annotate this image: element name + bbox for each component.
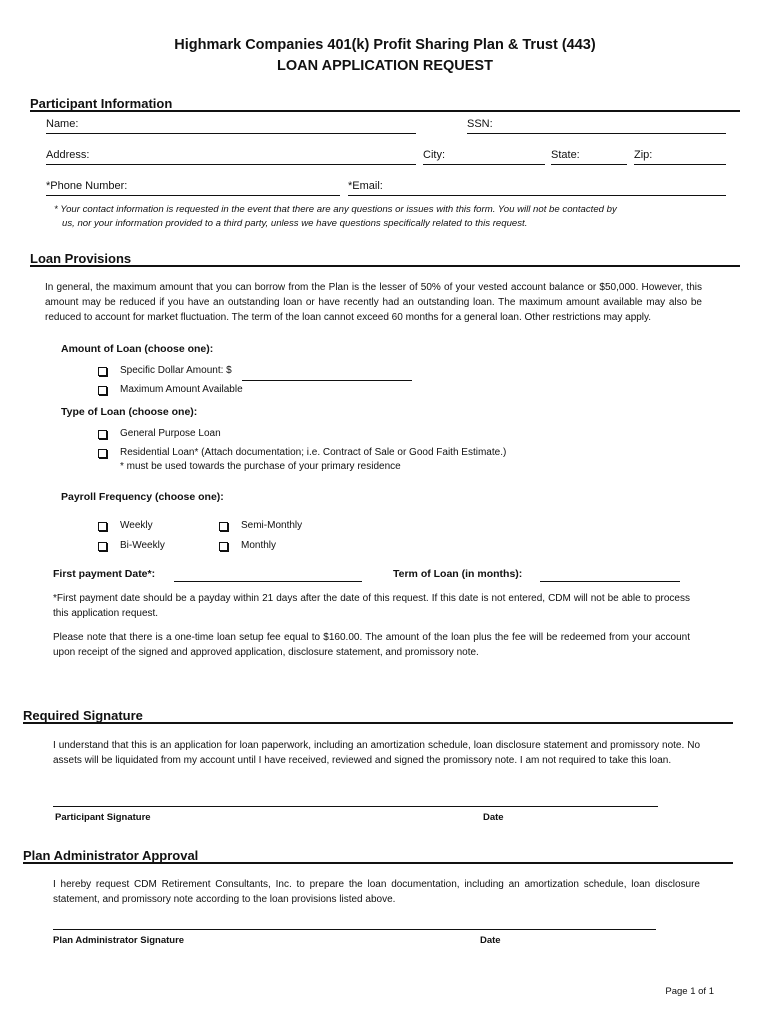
address-label: Address: [46, 149, 90, 161]
monthly-checkbox[interactable] [219, 542, 228, 551]
phone-field[interactable] [46, 195, 340, 196]
loan-intro-paragraph: In general, the maximum amount that you can borrow from the Plan is the lesser of 50% of your vested account balance or $50,000. However, this amount may be reduced if you have an outstanding loan or have recently had an outstanding loan. The maximum amount available may also be reduced to account for market fluctuation. The term of the loan cannot exceed 60 months for a general loan. Other restrictions may apply. [45, 282, 702, 323]
zip-label: Zip: [634, 149, 653, 161]
type-heading: Type of Loan (choose one): [61, 406, 198, 418]
loan-provisions-heading: Loan Provisions [30, 251, 132, 266]
semimonthly-label: Semi-Monthly [241, 520, 303, 531]
monthly-label: Monthly [241, 540, 277, 551]
semimonthly-checkbox[interactable] [219, 522, 228, 531]
term-field[interactable] [540, 581, 680, 582]
city-label: City: [423, 149, 445, 161]
signature-statement: I understand that this is an application for loan paperwork, including an amortization schedule, loan disclosure statement and promissory note. No assets will be liquidated from my account until I have received, reviewed and signed the promissory note. I am not required to take this loan. [53, 740, 700, 766]
ssn-label: SSN: [467, 118, 493, 130]
participant-signature-label: Participant Signature [55, 812, 151, 823]
page-number: Page 1 of 1 [665, 986, 714, 997]
specific-amount-label: Specific Dollar Amount: $ [120, 365, 232, 376]
zip-field[interactable] [634, 164, 726, 165]
admin-statement: I hereby request CDM Retirement Consultants, Inc. to prepare the loan documentation, including an amortization schedule, loan disclosure statement, and promissory note according to the loan provisions listed above. [53, 879, 700, 905]
address-field[interactable] [46, 164, 416, 165]
state-field[interactable] [551, 164, 627, 165]
payroll-heading: Payroll Frequency (choose one): [61, 491, 224, 503]
email-field[interactable] [348, 195, 726, 196]
admin-signature-line[interactable] [53, 929, 656, 930]
weekly-checkbox[interactable] [98, 522, 107, 531]
signature-section-rule [23, 722, 733, 724]
first-payment-label: First payment Date*: [53, 568, 156, 580]
form-subtitle: LOAN APPLICATION REQUEST [277, 58, 493, 74]
admin-date-label: Date [480, 935, 501, 946]
signature-heading: Required Signature [23, 708, 143, 723]
general-loan-label: General Purpose Loan [120, 428, 221, 439]
max-amount-label: Maximum Amount Available [120, 384, 243, 395]
name-field[interactable] [46, 133, 416, 134]
weekly-label: Weekly [120, 520, 153, 531]
specific-amount-checkbox[interactable] [98, 367, 107, 376]
max-amount-checkbox[interactable] [98, 386, 107, 395]
ssn-field[interactable] [467, 133, 726, 134]
city-field[interactable] [423, 164, 545, 165]
loan-section-rule [30, 265, 740, 267]
general-loan-checkbox[interactable] [98, 430, 107, 439]
admin-section-rule [23, 862, 733, 864]
admin-signature-label: Plan Administrator Signature [53, 935, 185, 946]
email-label: *Email: [348, 180, 383, 192]
residential-loan-note: * must be used towards the purchase of your primary residence [120, 461, 401, 472]
biweekly-label: Bi-Weekly [120, 540, 165, 551]
admin-approval-heading: Plan Administrator Approval [23, 848, 199, 863]
contact-note-line1: * Your contact information is requested in the event that there are any questions or issues with this form. You will not be contacted by [54, 204, 617, 215]
first-payment-note: *First payment date should be a payday within 21 days after the date of this request. If this date is not entered, CDM will not be able to process this application request. [53, 593, 690, 619]
participant-section-rule [30, 110, 740, 112]
biweekly-checkbox[interactable] [98, 542, 107, 551]
term-label: Term of Loan (in months): [393, 568, 523, 580]
amount-heading: Amount of Loan (choose one): [61, 343, 214, 355]
contact-note-line2: us, nor your information provided to a third party, unless we have questions specifically related to this request. [62, 218, 528, 229]
specific-amount-field[interactable] [242, 380, 412, 381]
name-label: Name: [46, 118, 79, 130]
residential-loan-label: Residential Loan* (Attach documentation; i.e. Contract of Sale or Good Faith Estimate.) [120, 447, 507, 458]
residential-loan-checkbox[interactable] [98, 449, 107, 458]
phone-label: *Phone Number: [46, 180, 128, 192]
participant-signature-line[interactable] [53, 806, 658, 807]
form-title: Highmark Companies 401(k) Profit Sharing Plan & Trust (443) [174, 37, 596, 53]
fee-note: Please note that there is a one-time loan setup fee equal to $160.00. The amount of the loan plus the fee will be redeemed from your account upon receipt of the signed and approved application, disclosure statement, and promissory note. [53, 632, 690, 658]
state-label: State: [551, 149, 580, 161]
participant-info-heading: Participant Information [30, 96, 173, 111]
first-payment-field[interactable] [174, 581, 362, 582]
participant-date-label: Date [483, 812, 504, 823]
